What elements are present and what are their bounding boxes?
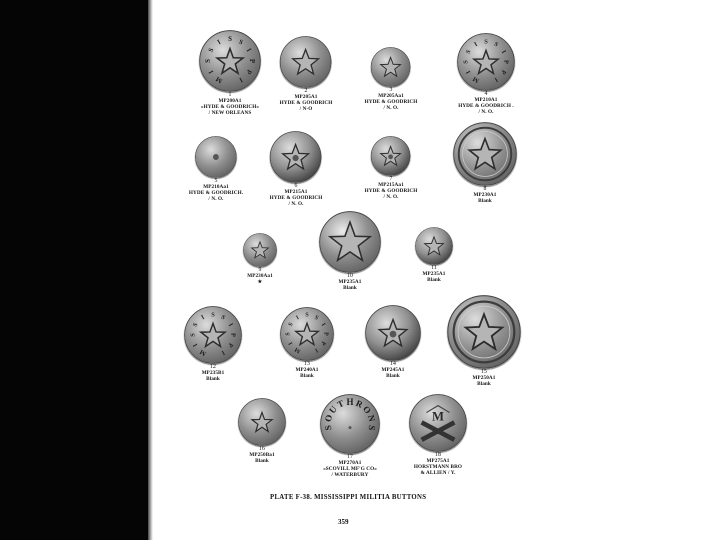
button-number: 16 (259, 446, 265, 452)
catalog-number: MP250Ba1 (249, 451, 275, 458)
plate-item (447, 295, 521, 388)
button-image (409, 394, 467, 452)
catalog-number: MP270A1 (338, 459, 362, 466)
button-image (280, 36, 332, 88)
button-number: 2 (304, 88, 308, 94)
catalog-number: MP215A1 (284, 188, 308, 195)
button-image (270, 131, 322, 183)
svg-text:P: P (502, 60, 510, 64)
plate-item (280, 36, 333, 113)
maker-line: HORSTMANN BRO (413, 463, 463, 470)
svg-text:I: I (207, 68, 216, 75)
svg-text:I: I (313, 346, 319, 354)
svg-text:I: I (216, 38, 223, 47)
svg-text:I: I (464, 69, 473, 75)
catalog-number: MP205Aa1 (378, 92, 404, 99)
plate-item (453, 122, 517, 205)
svg-text:P: P (319, 340, 327, 347)
svg-text:I: I (499, 49, 508, 55)
plate-item (184, 306, 242, 383)
button-caption (457, 92, 515, 116)
star-icon (371, 136, 411, 176)
button-caption (184, 365, 242, 383)
svg-text:O: O (322, 413, 335, 423)
button-number: 3 (389, 87, 393, 93)
maker-line: & ALLIEN / Y. (420, 469, 456, 476)
svg-text:I: I (220, 348, 226, 357)
button-image (453, 122, 517, 186)
button-image (320, 394, 380, 454)
svg-text:S: S (211, 311, 215, 319)
maker-line: / N. O. (478, 108, 494, 115)
svg-text:P: P (244, 68, 253, 76)
catalog-number: MP245A1 (381, 366, 405, 373)
button-caption (319, 274, 381, 292)
catalog-number: MP250A1 (472, 374, 496, 381)
button-number: 9 (258, 267, 262, 273)
svg-text:P: P (499, 68, 508, 76)
maker-line: Blank (255, 457, 269, 464)
button-caption (409, 453, 467, 477)
button-caption (270, 184, 323, 208)
svg-text:I: I (200, 313, 206, 322)
svg-text:R: R (354, 397, 365, 410)
plate-item (270, 131, 323, 208)
plate-item (189, 136, 243, 203)
button-number: 6 (294, 183, 298, 189)
button-image (184, 306, 242, 364)
plate-item (457, 33, 515, 116)
page-number: 359 (338, 518, 349, 526)
svg-text:S: S (205, 59, 213, 63)
crossed-cannons-icon (409, 394, 467, 452)
button-caption (199, 93, 261, 117)
svg-text:I: I (226, 322, 235, 328)
svg-text:I: I (287, 340, 295, 346)
button-image (319, 211, 381, 273)
button-number: 11 (431, 265, 437, 271)
svg-text:I: I (473, 40, 479, 49)
button-image (238, 398, 286, 446)
button-image (457, 33, 515, 91)
maker-line: «SCOVILL MF'G CO» (323, 465, 377, 472)
catalog-number: MP275A1 (426, 457, 450, 464)
button-number: 15 (481, 369, 487, 375)
button-caption (238, 447, 286, 465)
svg-text:S: S (189, 333, 197, 337)
button-number: 8 (483, 186, 487, 192)
maker-line: Blank (386, 372, 400, 379)
star-icon (238, 398, 286, 446)
button-caption (365, 362, 421, 380)
plate-item (238, 398, 286, 465)
svg-text:U: U (327, 404, 339, 416)
maker-line: Blank (477, 380, 491, 387)
button-caption (320, 455, 380, 479)
svg-text:P: P (226, 341, 235, 349)
button-image (195, 136, 237, 178)
plate-title: PLATE F-38. MISSISSIPPI MILITIA BUTTONS (270, 494, 427, 501)
maker-line: «HYDE & GOODRICH» (200, 103, 260, 110)
maker-line: / N. O. (383, 104, 399, 111)
button-caption (280, 89, 333, 113)
plate-item (409, 394, 467, 477)
button-caption (243, 268, 277, 286)
svg-text:M: M (431, 409, 445, 424)
maker-line: / N. O. (208, 195, 224, 202)
star-icon (415, 227, 453, 265)
button-number: 12 (210, 364, 216, 370)
svg-text:I: I (295, 314, 301, 322)
svg-text:S: S (207, 46, 216, 54)
maker-line: HYDE & GOODRICH (269, 194, 323, 201)
svg-text:T: T (335, 398, 346, 410)
maker-line: Blank (427, 276, 441, 283)
button-caption (415, 266, 453, 284)
svg-text:S: S (484, 38, 488, 46)
svg-text:I: I (493, 75, 499, 84)
maker-line: Blank (343, 284, 357, 291)
maker-line: Blank (206, 375, 220, 382)
star-icon (453, 122, 517, 186)
catalog-number: MP210Aa1 (203, 183, 229, 190)
star-icon (280, 307, 334, 361)
catalog-number: MP230Aa1 (247, 272, 273, 279)
catalog-number: MP235B1 (201, 369, 225, 376)
catalog-number: MP235A1 (422, 270, 446, 277)
svg-text:M: M (293, 345, 302, 354)
catalog-number: MP240A1 (295, 366, 319, 373)
button-number: 4 (484, 91, 488, 97)
button-image (371, 47, 411, 87)
svg-text:S: S (462, 60, 470, 64)
plate-item (365, 136, 418, 201)
button-caption (280, 362, 334, 380)
plate-item (320, 394, 380, 479)
button-image (447, 295, 521, 369)
star-icon (184, 306, 242, 364)
maker-line: HYDE & GOODRICH (279, 99, 333, 106)
star-icon (280, 36, 332, 88)
button-image (415, 227, 453, 265)
star-icon (270, 131, 322, 183)
maker-line: / N. O. (383, 193, 399, 200)
star-icon (447, 295, 521, 369)
plate-item (365, 305, 421, 380)
star-icon (371, 47, 411, 87)
button-number: 17 (347, 454, 353, 460)
svg-text:H: H (346, 396, 354, 407)
plate-item (199, 30, 261, 117)
star-icon (457, 33, 515, 91)
star-icon (195, 136, 237, 178)
svg-text:P: P (229, 333, 237, 337)
maker-line: HYDE & GOODRICH (364, 98, 418, 105)
plate-item (243, 233, 277, 286)
button-caption (447, 370, 521, 388)
svg-text:S: S (237, 38, 245, 47)
catalog-number: MP230A1 (473, 191, 497, 198)
button-image (280, 307, 334, 361)
star-icon (199, 30, 261, 92)
button-caption (365, 177, 418, 201)
maker-line: / NEW ORLEANS (208, 109, 252, 116)
maker-line: HYDE & GOODRICH. (188, 189, 244, 196)
svg-text:M: M (471, 74, 481, 84)
button-caption (189, 179, 243, 203)
svg-text:I: I (319, 322, 327, 328)
button-number: 7 (389, 176, 393, 182)
maker-line: Blank (300, 372, 314, 379)
star-icon (243, 233, 277, 267)
button-image (371, 136, 411, 176)
svg-text:S: S (492, 40, 500, 49)
svg-text:I: I (191, 342, 200, 348)
maker-line: HYDE & GOODRICH . (458, 102, 514, 109)
button-caption (365, 88, 418, 112)
svg-text:S: S (228, 36, 232, 44)
svg-text:M: M (214, 74, 224, 85)
lettered-button-icon (320, 394, 380, 454)
button-image (243, 233, 277, 267)
catalog-number: MP205A1 (294, 93, 318, 100)
button-number: 13 (304, 361, 310, 367)
svg-text:S: S (313, 314, 320, 322)
button-image (199, 30, 261, 92)
plate-item (365, 47, 418, 112)
button-number: 14 (390, 361, 396, 367)
maker-line: HYDE & GOODRICH (364, 187, 418, 194)
catalog-number: MP200A1 (218, 97, 242, 104)
button-image (365, 305, 421, 361)
svg-text:S: S (366, 424, 378, 432)
maker-line: Blank (478, 197, 492, 204)
maker-line: ★ (257, 278, 263, 285)
maker-line: / WATERBURY (331, 471, 369, 478)
svg-text:S: S (219, 313, 227, 322)
button-number: 10 (347, 273, 353, 279)
svg-text:S: S (305, 312, 309, 319)
svg-text:N: N (365, 413, 378, 423)
svg-text:S: S (285, 332, 292, 336)
plate-item (280, 307, 334, 380)
plate-item (319, 211, 381, 292)
svg-text:M: M (198, 347, 208, 357)
button-number: 1 (228, 92, 232, 98)
plate-item (415, 227, 453, 284)
svg-text:I: I (244, 47, 253, 54)
maker-line: / N. O. (288, 200, 304, 207)
button-number: 18 (435, 452, 441, 458)
svg-text:P: P (247, 58, 255, 64)
svg-text:S: S (322, 424, 334, 432)
maker-line: / N-O (299, 105, 313, 112)
book-binding (0, 0, 148, 540)
star-icon (365, 305, 421, 361)
star-icon (319, 211, 381, 273)
catalog-number: MP215Aa1 (378, 181, 404, 188)
svg-text:S: S (191, 321, 200, 329)
svg-text:I: I (237, 75, 244, 84)
button-caption (453, 187, 517, 205)
catalog-number: MP235A1 (338, 278, 362, 285)
button-number: 5 (214, 178, 218, 184)
svg-text:P: P (322, 332, 329, 336)
svg-text:O: O (360, 403, 374, 416)
svg-text:S: S (464, 48, 473, 56)
catalog-number: MP210A1 (474, 96, 498, 103)
svg-text:S: S (287, 321, 295, 328)
